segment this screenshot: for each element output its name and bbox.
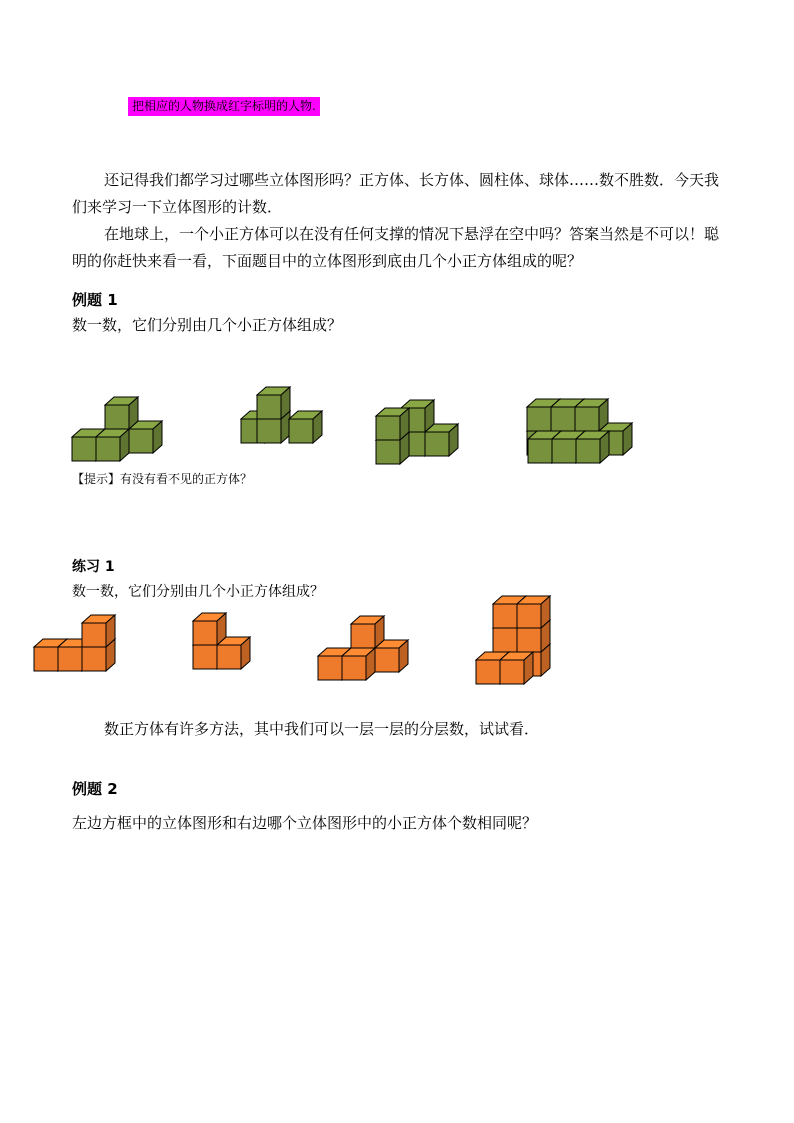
cube-figure-orange-2 [184, 614, 252, 678]
cube-figure-green-4 [518, 384, 633, 464]
cube [129, 421, 162, 453]
cube-figure-orange-3 [318, 611, 413, 681]
cube [96, 429, 129, 461]
cube [105, 397, 138, 429]
cube [217, 637, 250, 669]
example1-hint: 【提示】有没有看不见的正方体？ [72, 472, 253, 486]
cube-figure-green-1 [72, 382, 182, 462]
cube [517, 596, 550, 628]
cube [375, 640, 408, 672]
example1-title: 例题 1 [72, 291, 118, 309]
cube [376, 408, 409, 440]
example2-title: 例题 2 [72, 780, 118, 798]
practice1-tip: 数正方体有许多方法，其中我们可以一层一层的分层数，试试看． [104, 720, 540, 738]
cube [425, 424, 458, 456]
highlight-note: 把相应的人物换成红字标明的人物. [128, 97, 320, 116]
cube [193, 613, 226, 645]
cube [351, 616, 384, 648]
cube-figure-orange-1 [25, 610, 120, 680]
cube [289, 411, 322, 443]
cube [500, 652, 533, 684]
cube-figure-orange-4 [476, 605, 558, 685]
example2-question: 左边方框中的立体图形和右边哪个立体图形中的小正方体个数相同呢？ [72, 814, 538, 832]
cube [342, 648, 375, 680]
intro-paragraph-1: 还记得我们都学习过哪些立体图形吗？正方体、长方体、圆柱体、球体……数不胜数．今天我们来学习一下立体图形的计数． [72, 171, 720, 216]
cube [257, 387, 290, 419]
cube-figure-green-2 [232, 392, 322, 452]
cube-figure-green-3 [376, 380, 466, 465]
example1-question: 数一数，它们分别由几个小正方体组成？ [72, 316, 343, 334]
practice1-title: 练习 1 [72, 559, 115, 575]
cube [576, 431, 609, 463]
practice1-question: 数一数，它们分别由几个小正方体组成？ [72, 584, 324, 600]
cube [82, 615, 115, 647]
cube [575, 399, 608, 431]
intro-paragraph-2: 在地球上，一个小正方体可以在没有任何支撑的情况下悬浮在空中吗？答案当然是不可以！聪明的你赶快来看一看，下面题目中的立体图形到底由几个小正方体组成的呢？ [72, 225, 720, 270]
